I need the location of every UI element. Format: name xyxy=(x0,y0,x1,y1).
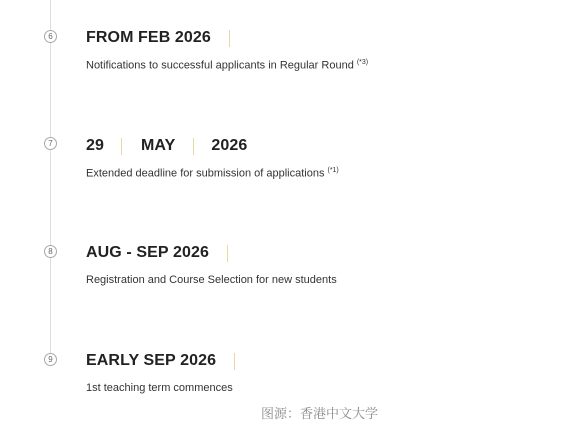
step-description xyxy=(86,59,368,72)
step-title-row xyxy=(86,136,247,156)
step-title-row xyxy=(86,351,235,371)
title-divider xyxy=(234,353,235,370)
timeline-line xyxy=(50,0,51,355)
step-date-month: MAY xyxy=(141,137,176,154)
step-description-text: Notifications to successful applicants in Regular Round xyxy=(86,59,354,72)
image-source-caption: 图源：香港中文大学 xyxy=(260,406,378,421)
step-description-text: Registration and Course Selection for new students xyxy=(86,274,337,286)
step-number-badge: 6 xyxy=(44,30,57,43)
step-description xyxy=(86,382,233,394)
step-description xyxy=(86,274,337,286)
title-divider xyxy=(229,30,230,47)
title-divider xyxy=(121,138,122,155)
step-number-badge: 9 xyxy=(44,353,57,366)
step-title-row xyxy=(86,243,228,263)
title-divider xyxy=(193,138,194,155)
step-date-year: 2026 xyxy=(211,137,248,154)
step-title: EARLY SEP 2026 xyxy=(86,352,217,369)
step-title: FROM FEB 2026 xyxy=(86,29,211,46)
step-description-text: Extended deadline for submission of applications xyxy=(86,167,325,180)
step-date-day: 29 xyxy=(86,137,104,154)
footnote-marker: (*1) xyxy=(327,167,339,174)
step-description xyxy=(86,167,339,180)
step-title-row xyxy=(86,28,230,48)
step-number-badge: 7 xyxy=(44,137,57,150)
footnote-marker: (*3) xyxy=(356,59,369,66)
step-description-text: 1st teaching term commences xyxy=(86,382,233,394)
step-title: AUG - SEP 2026 xyxy=(86,244,209,261)
step-number-badge: 8 xyxy=(44,245,57,258)
title-divider xyxy=(227,245,228,262)
